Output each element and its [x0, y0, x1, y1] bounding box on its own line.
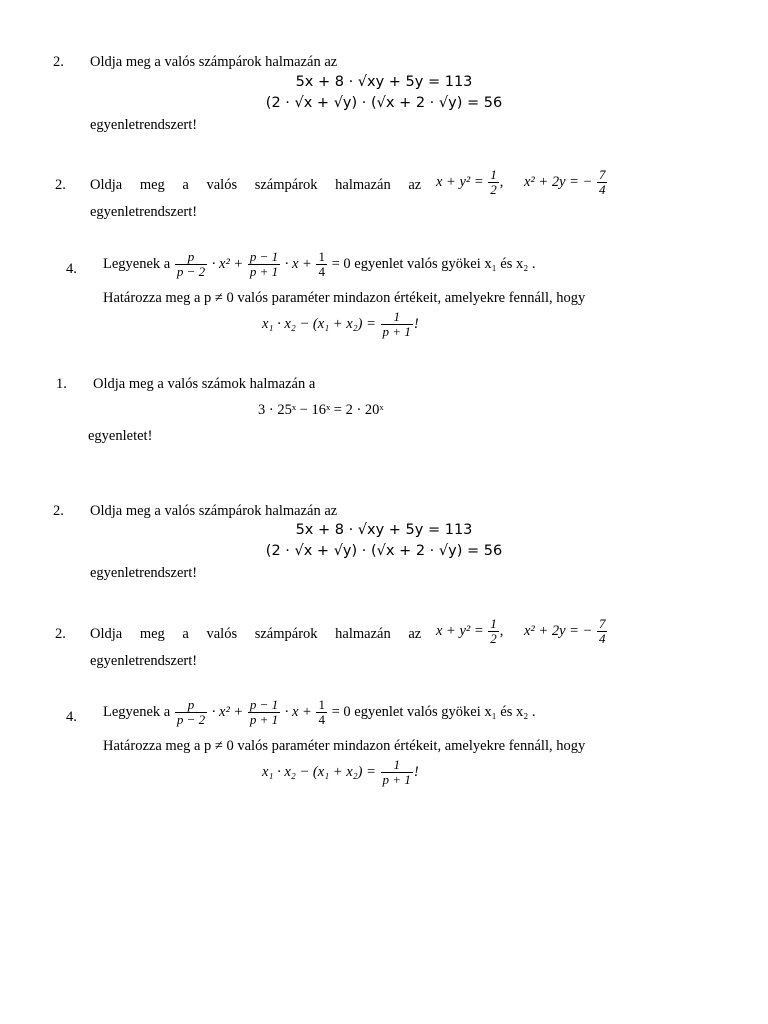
- fraction: $\frac{1}{4}$: [318, 697, 325, 727]
- equation-1: 5x + 8 · √xy + 5y = 113: [295, 74, 473, 90]
- equation-a-lhs: x + y² =: [436, 622, 484, 639]
- problem-number: 4.: [66, 709, 77, 725]
- problem-number: 2.: [55, 177, 66, 193]
- term: · x +: [284, 255, 312, 272]
- problem-outro: egyenletrendszert!: [90, 117, 198, 133]
- equation-a: x + y² = $\frac{1}{2}$ ,: [436, 616, 504, 646]
- problem-number: 2.: [55, 626, 66, 642]
- problem-intro: Oldja meg a valós számpárok halmazán az: [90, 503, 338, 519]
- equation-1: 5x + 8 · √xy + 5y = 113: [295, 522, 473, 538]
- fraction: $\frac{1}{2}$: [490, 616, 497, 646]
- equation-a-lhs: x + y² =: [436, 173, 484, 190]
- equation-2: (2 · √x + √y) · (√x + 2 · √y) = 56: [265, 95, 503, 111]
- lead-text: Legyenek a: [103, 703, 171, 720]
- tail-text: = 0 egyenlet valós gyökei x₁ és x₂ .: [331, 255, 536, 272]
- term: · x² +: [211, 703, 244, 720]
- term: · x² +: [211, 255, 244, 272]
- problem-outro: egyenletrendszert!: [90, 653, 198, 669]
- fraction: $\frac{p}{p - 2}$: [176, 249, 206, 279]
- equation-b-lhs: x² + 2y = −: [524, 173, 593, 190]
- lead-text: Legyenek a: [103, 255, 171, 272]
- condition-end: !: [413, 315, 419, 332]
- condition-lhs: x₁ · x₂ − (x₁ + x₂) =: [262, 763, 376, 780]
- equation-b: [524, 617, 608, 646]
- problem-number: 4.: [66, 261, 77, 277]
- problem-intro: Oldja meg a valós számpárok halmazán az: [90, 626, 422, 642]
- problem-outro: egyenletet!: [88, 428, 153, 444]
- condition-end: !: [413, 763, 419, 780]
- fraction: $\frac{7}{4}$: [598, 167, 606, 197]
- fraction: $\frac{7}{4}$: [598, 616, 606, 646]
- fraction: $\frac{1}{2}$: [490, 167, 497, 197]
- fraction: $\frac{1}{p + 1}$: [382, 757, 411, 787]
- problem-intro: Oldja meg a valós számpárok halmazán az: [90, 177, 422, 193]
- condition: [262, 310, 419, 339]
- problem-number: 2.: [53, 503, 64, 519]
- fraction: $\frac{1}{4}$: [318, 249, 325, 279]
- problem-line-2: Határozza meg a p ≠ 0 valós paraméter mindazon értékeit, amelyekre fennáll, hogy: [103, 738, 586, 754]
- equation-line: [103, 698, 536, 727]
- equation-b: [524, 168, 608, 197]
- equation-a: x + y² = $\frac{1}{2}$ ,: [436, 167, 504, 197]
- problem-number: 2.: [53, 54, 64, 70]
- equation-2: (2 · √x + √y) · (√x + 2 · √y) = 56: [265, 543, 503, 559]
- equation: 3 · 25ˣ − 16ˣ = 2 · 20ˣ: [258, 402, 384, 418]
- condition: [262, 758, 419, 787]
- problem-outro: egyenletrendszert!: [90, 204, 198, 220]
- fraction: $\frac{p}{p - 2}$: [176, 697, 206, 727]
- tail-text: = 0 egyenlet valós gyökei x₁ és x₂ .: [331, 703, 536, 720]
- condition-lhs: x₁ · x₂ − (x₁ + x₂) =: [262, 315, 376, 332]
- problem-intro: Oldja meg a valós számok halmazán a: [93, 376, 316, 392]
- equation-line: [103, 250, 536, 279]
- fraction: $\frac{p - 1}{p + 1}$: [249, 249, 279, 279]
- problem-line-2: Határozza meg a p ≠ 0 valós paraméter mindazon értékeit, amelyekre fennáll, hogy: [103, 290, 586, 306]
- term: · x +: [284, 703, 312, 720]
- fraction: $\frac{1}{p + 1}$: [382, 309, 411, 339]
- fraction: $\frac{p - 1}{p + 1}$: [249, 697, 279, 727]
- problem-number: 1.: [56, 376, 67, 392]
- problem-intro: Oldja meg a valós számpárok halmazán az: [90, 54, 338, 70]
- equation-b-lhs: x² + 2y = −: [524, 622, 593, 639]
- problem-outro: egyenletrendszert!: [90, 565, 198, 581]
